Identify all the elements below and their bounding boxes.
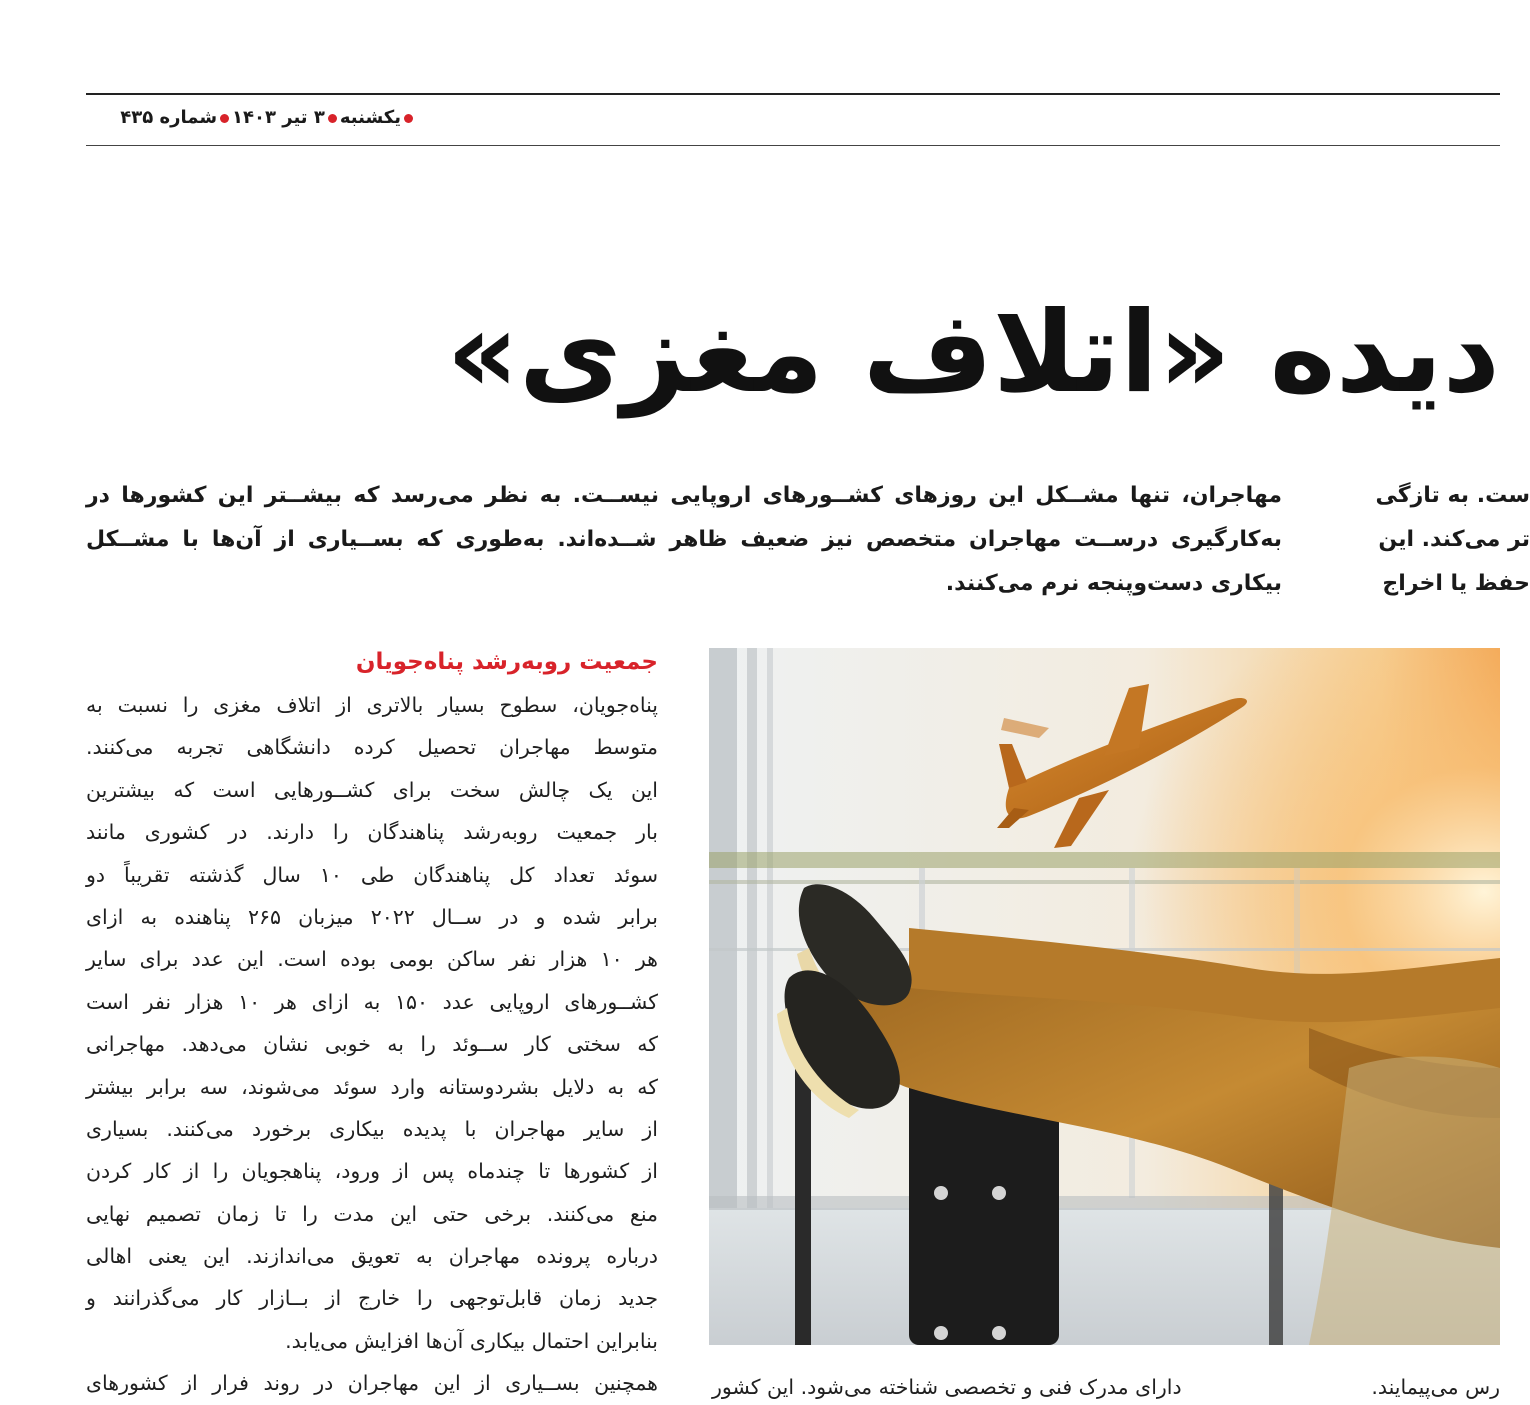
bullet-dot-icon [328, 114, 337, 123]
body-line: منع می‌کنند. برخی حتی این مدت را تا زمان تصمیم نهایی [86, 1201, 658, 1226]
body-line: برابر شده و در ســال ۲۰۲۲ میزبان ۲۶۵ پناهنده به ازای [86, 904, 658, 929]
lead-paragraph [86, 474, 1282, 606]
headline: دیده «اتلاف مغزی» [446, 288, 1500, 418]
header-bottom-rule [86, 145, 1500, 146]
body-line: پناه‌جویان، سطوح بسیار بالاتری از اتلاف مغزی را نسبت به [86, 693, 658, 717]
body-line: کشــورهای اروپایی عدد ۱۵۰ به ازای هر ۱۰ هزار نفر است [86, 989, 659, 1014]
bottom-caption-line: دارای مدرک فنی و تخصصی شناخته می‌شود. این کشور [712, 1375, 1182, 1399]
issue-date: ۳ تیر ۱۴۰۳ [232, 107, 325, 128]
issue-number: شماره ۴۳۵ [120, 107, 218, 128]
window-rail [709, 880, 1500, 884]
previous-column-lead [1330, 474, 1530, 606]
body-line: متوسط مهاجران تحصیل کرده دانشگاهی تجربه می‌کنند. [86, 735, 658, 760]
body-column [86, 684, 658, 1405]
section-subhead: جمعیت روبه‌رشد پناه‌جویان [355, 649, 658, 675]
bullet-dot-icon [404, 114, 413, 123]
header-top-rule [86, 93, 1500, 95]
airport-traveler-illustration [709, 648, 1500, 1345]
body-line: جدید زمان قابل‌توجهی را خارج از بــازار کار می‌گذرانند و [86, 1286, 658, 1311]
lead-line: بیکاری دست‌وپنجه نرم می‌کنند. [945, 571, 1282, 596]
bottom-caption-line: رس می‌پیمایند. [1371, 1375, 1500, 1399]
issue-day: یکشنبه [339, 107, 401, 128]
body-line: از کشورها تا چندماه پس از ورود، پناهجویان را از کار کردن [86, 1159, 658, 1184]
body-line: این یک چالش سخت برای کشــورهایی است که بیشترین [86, 777, 658, 802]
window-rail [709, 852, 1500, 868]
body-line: بار جمعیت روبه‌رشد پناهندگان را دارند. در کشوری مانند [86, 820, 658, 845]
body-line: که به دلایل بشردوستانه وارد سوئد می‌شوند، سه برابر بیشتر [86, 1074, 658, 1099]
body-line: سوئد تعداد کل پناهندگان طی ۱۰ سال گذشته تقریباً دو [86, 862, 659, 887]
suitcase [909, 1078, 1059, 1345]
lead-line: به‌کارگیری درســت مهاجران متخصص نیز ضعیف ظاهر شــده‌اند. به‌طوری که بســیاری از آن‌ها با مشــکل [86, 527, 1282, 552]
body-line: هر ۱۰ هزار نفر ساکن بومی بوده است. این عدد برای سایر [86, 947, 658, 972]
chair-leg [795, 1043, 811, 1345]
body-line: از سایر مهاجران با پدیده بیکاری برخورد می‌کنند. بسیاری [86, 1116, 658, 1141]
lead-line: تر می‌کند. این [1378, 527, 1530, 552]
body-line: درباره پرونده مهاجران به تعویق می‌اندازند. این یعنی اهالی [86, 1244, 658, 1269]
lead-line: ست. به تازگی [1375, 483, 1530, 508]
bullet-dot-icon [220, 114, 229, 123]
article-photo [709, 648, 1500, 1345]
body-line: که سختی کار ســوئد را به خوبی نشان می‌دهد. مهاجرانی [86, 1032, 658, 1057]
body-line: همچنین بســیاری از این مهاجران در روند فرار از کشورهای [86, 1371, 658, 1396]
lead-line: مهاجران، تنها مشــکل این روزهای کشــورهای اروپایی نیســت. به نظر می‌رسد که بیشــتر این کشورها در [86, 483, 1282, 508]
issue-info [86, 104, 416, 132]
lead-line: حفظ یا اخراج [1382, 571, 1530, 596]
body-line: بنابراین احتمال بیکاری آن‌ها افزایش می‌یابد. [285, 1328, 658, 1353]
